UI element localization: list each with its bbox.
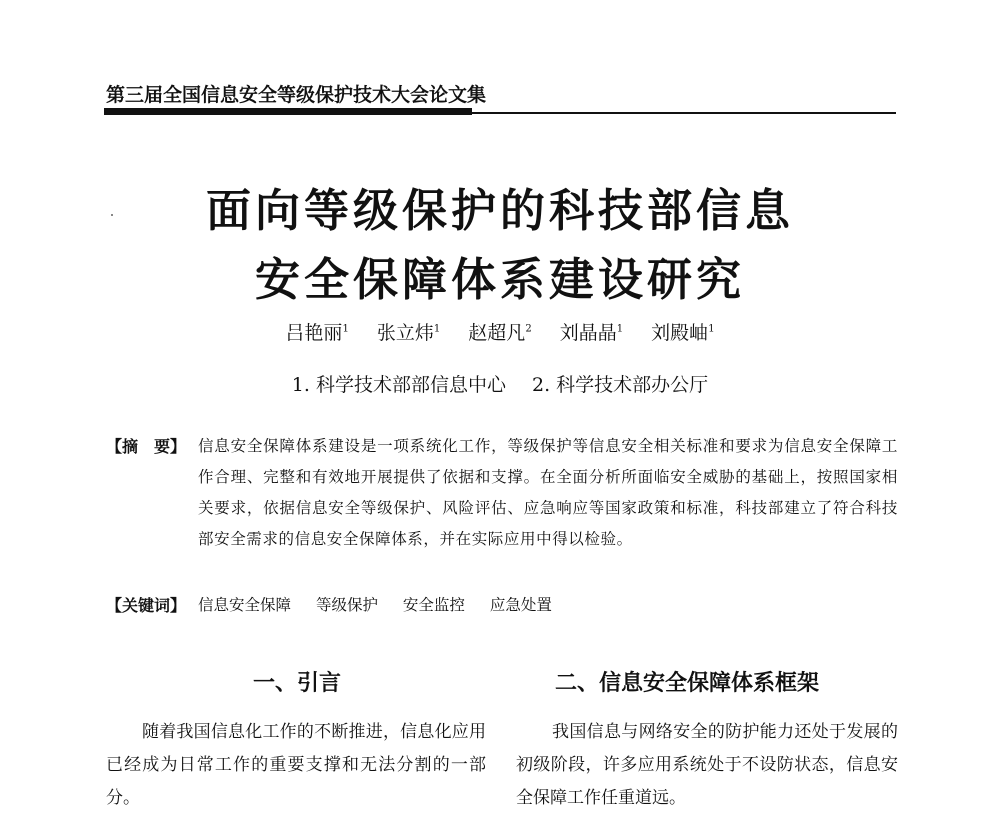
author [285, 322, 348, 344]
author [377, 322, 440, 344]
paper-title-line-2: 安全保障体系建设研究 [254, 253, 745, 306]
section-body-framework: 我国信息与网络安全的防护能力还处于发展的初级阶段，许多应用系统处于不设防状态，信息安全保障工作任重道远。 [516, 722, 898, 808]
affiliation: 2. 科学技术部办公厅 [532, 374, 709, 396]
keywords-label: 【关键词】 [106, 596, 187, 615]
author-name: 赵超凡 [468, 322, 526, 344]
keyword: 应急处置 [489, 596, 552, 614]
author-list [0, 318, 1000, 345]
keyword: 等级保护 [315, 596, 378, 614]
author-name: 张立炜 [376, 322, 434, 344]
author-affil-mark: 1 [708, 323, 715, 335]
author-name: 刘殿岫 [651, 322, 709, 344]
keyword: 信息安全保障 [198, 596, 292, 614]
abstract-label: 【摘 要】 [106, 437, 187, 456]
section-body-introduction: 随着我国信息化工作的不断推进，信息化应用已经成为日常工作的重要支撑和无法分割的一部分。 [106, 722, 486, 808]
affiliation-list [0, 370, 1000, 397]
keyword: 安全监控 [402, 596, 465, 614]
author [468, 322, 531, 344]
section-heading-introduction: 一、引言 [253, 671, 342, 696]
author [651, 322, 714, 344]
paper-title-line-1: 面向等级保护的科技部信息 [205, 184, 794, 237]
author-name: 吕艳丽 [285, 322, 343, 344]
author [560, 322, 623, 344]
author-affil-mark: 2 [525, 323, 532, 335]
abstract-text: 信息安全保障体系建设是一项系统化工作，等级保护等信息安全相关标准和要求为信息安全保障工作合理、完整和有效地开展提供了依据和支撑。在全面分析所面临安全威胁的基础上，按照国家相关要求，依据信息安全等级保护、风险评估、应急响应等国家政策和标准，科技部建立了符合科技部安全需求的信息安全保障体系，并在实际应用中得以检验。 [198, 437, 898, 548]
running-head: 第三届全国信息安全等级保护技术大会论文集 [106, 84, 487, 106]
author-affil-mark: 1 [433, 323, 441, 335]
section-heading-framework: 二、信息安全保障体系框架 [555, 671, 820, 696]
author-name: 刘晶晶 [559, 322, 617, 344]
author-affil-mark: 1 [616, 323, 624, 335]
header-rule-thin [104, 112, 896, 114]
keywords-list [198, 593, 572, 615]
author-affil-mark: 1 [342, 323, 349, 335]
affiliation: 1. 科学技术部部信息中心 [291, 374, 506, 396]
